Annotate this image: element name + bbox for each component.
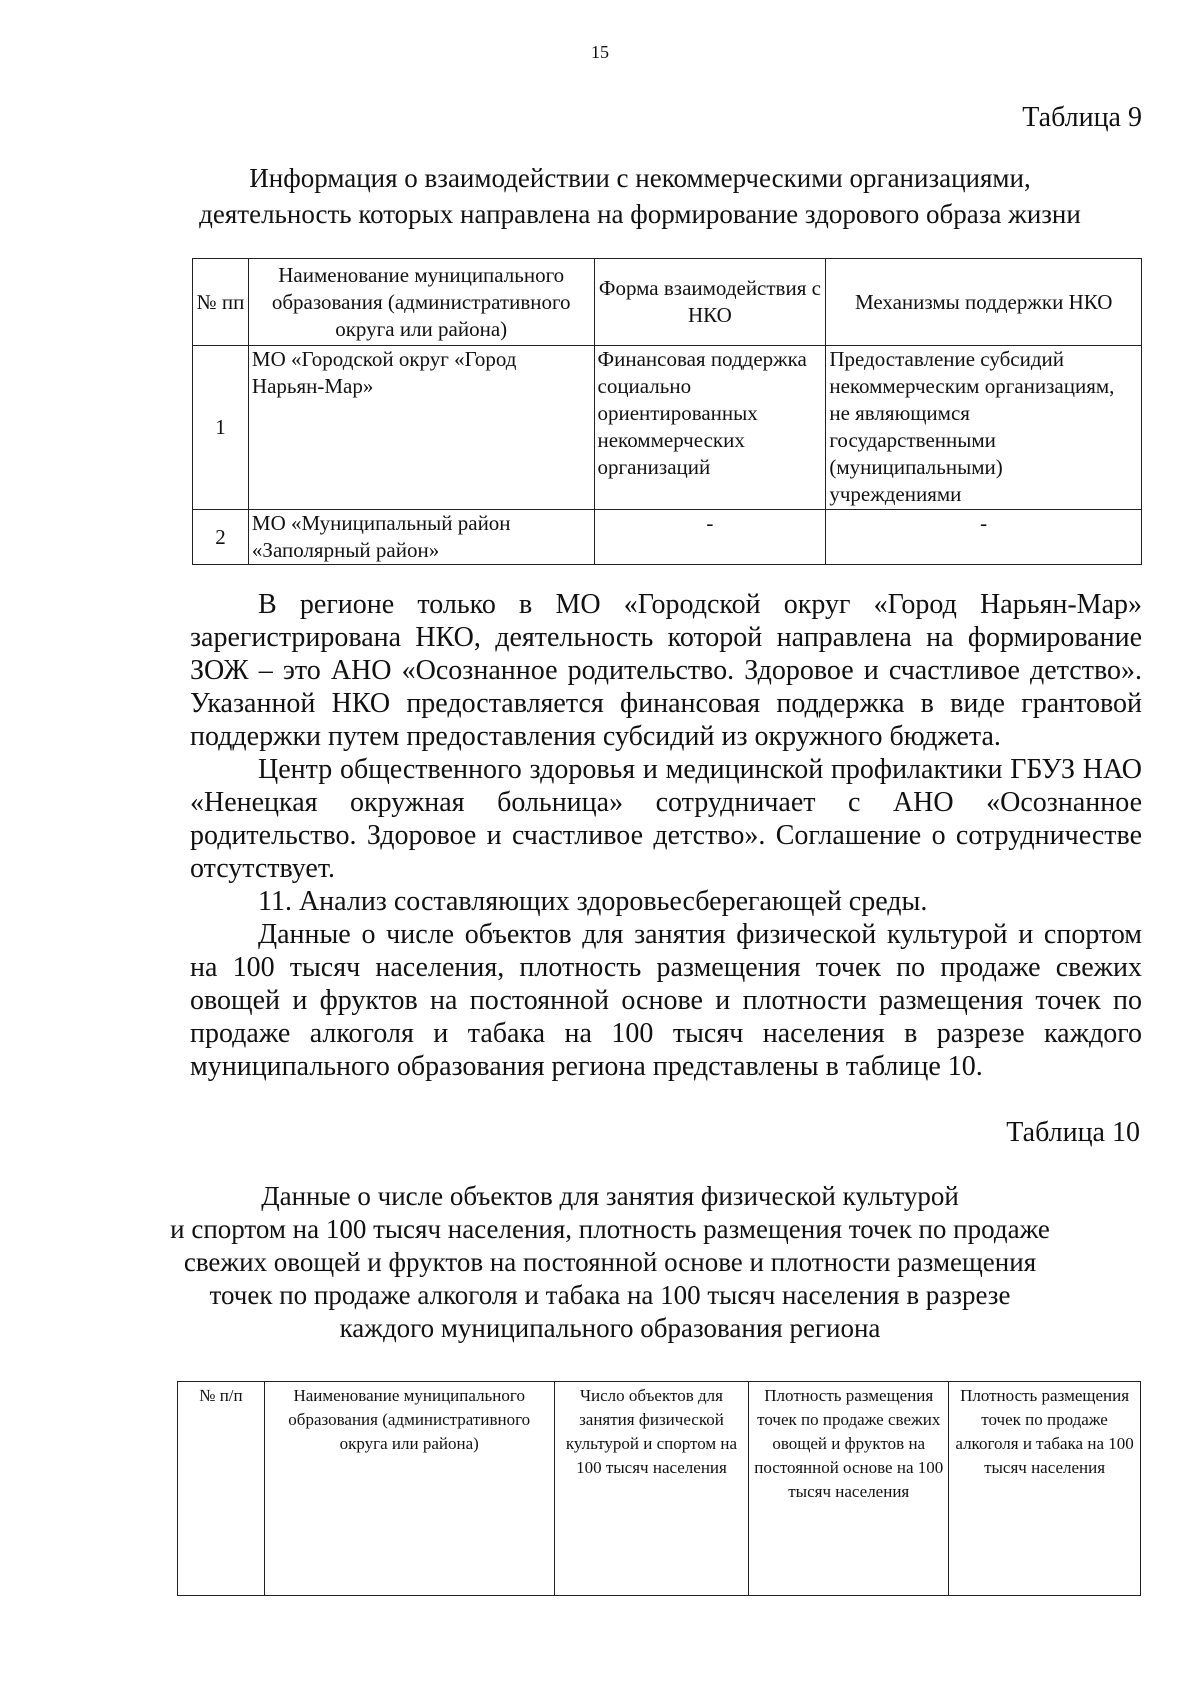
table9-header-form: Форма взаимодействия с НКО <box>594 259 826 346</box>
table9-row1-name: МО «Городской округ «Город Нарьян-Мар» <box>248 346 594 510</box>
table10-title-line2: и спортом на 100 тысяч населения, плотность размещения точек по продаже <box>170 1214 1050 1244</box>
table9-header-row <box>193 259 1142 346</box>
table10-header-vegetables: Плотность размещения точек по продаже свежих овощей и фруктов на постоянной основе на 100 тысяч населения <box>749 1382 949 1596</box>
table10-caption: Таблица 10 <box>1006 1117 1140 1148</box>
table9-row2-num: 2 <box>193 510 249 565</box>
table10-header-num: № п/п <box>178 1382 265 1596</box>
table10-header-name: Наименование муниципального образования (административного округа или района) <box>264 1382 554 1596</box>
table10-header-alcohol: Плотность размещения точек по продаже алкоголя и табака на 100 тысяч населения <box>949 1382 1141 1596</box>
table9 <box>192 258 1142 565</box>
table9-row2-mechanisms: - <box>826 510 1142 565</box>
table10-header-row <box>178 1382 1141 1596</box>
table-row <box>193 510 1142 565</box>
table10-title-line4: точек по продаже алкоголя и табака на 100 тысяч населения в разрезе <box>209 1280 1011 1310</box>
table10-header-sport: Число объектов для занятия физической культурой и спортом на 100 тысяч населения <box>554 1382 749 1596</box>
body-paragraph-4: Данные о числе объектов для занятия физической культурой и спортом на 100 тысяч населения, плотность размещения точек по продаже свежих овощей и фруктов на постоянной основе и плотности размещения точек по продаже алкоголя и табака на 100 тысяч населения в разрезе каждого муниципального образования региона представлены в таблице 10. <box>190 919 1142 1082</box>
table9-row1-num: 1 <box>193 346 249 510</box>
table9-row2-form: - <box>594 510 826 565</box>
body-paragraph-2: Центр общественного здоровья и медицинской профилактики ГБУЗ НАО «Ненецкая окружная больница» сотрудничает с АНО «Осознанное родительство. Здоровое и счастливое детство». Соглашение о сотрудничестве отсутствует. <box>190 754 1142 884</box>
table9-row2-name: МО «Муниципальный район «Заполярный район» <box>248 510 594 565</box>
table9-row1-mechanisms: Предоставление субсидий некоммерческим организациям, не являющимся государственными (муниципальными) учреждениями <box>826 346 1142 510</box>
table10-title-line1: Данные о числе объектов для занятия физической культурой <box>261 1181 959 1211</box>
page-number: 15 <box>591 42 609 62</box>
table9-row1-form: Финансовая поддержка социально ориентированных некоммерческих организаций <box>594 346 826 510</box>
body-paragraph-3: 11. Анализ составляющих здоровьесберегающей среды. <box>258 886 928 917</box>
table9-title <box>140 160 1140 232</box>
table-row <box>193 346 1142 510</box>
table10-title-line5: каждого муниципального образования региона <box>339 1313 881 1343</box>
body-text <box>190 588 1142 1083</box>
table9-header-num: № пп <box>193 259 249 346</box>
table9-title-line1: Информация о взаимодействии с некоммерческими организациями, <box>249 163 1031 193</box>
table9-header-name: Наименование муниципального образования (административного округа или района) <box>248 259 594 346</box>
table10-title-line3: свежих овощей и фруктов на постоянной основе и плотности размещения <box>183 1247 1037 1277</box>
body-paragraph-1: В регионе только в МО «Городской округ «Город Нарьян-Мар» зарегистрирована НКО, деятельность которой направлена на формирование ЗОЖ – это АНО «Осознанное родительство. Здоровое и счастливое детство». Указанной НКО предоставляется финансовая поддержка в виде грантовой поддержки путем предоставления субсидий из окружного бюджета. <box>190 589 1142 752</box>
table10-title <box>170 1180 1050 1345</box>
table9-header-mechanisms: Механизмы поддержки НКО <box>826 259 1142 346</box>
table10 <box>177 1381 1141 1596</box>
table9-caption: Таблица 9 <box>1022 102 1142 133</box>
table9-title-line2: деятельность которых направлена на формирование здорового образа жизни <box>199 199 1081 229</box>
